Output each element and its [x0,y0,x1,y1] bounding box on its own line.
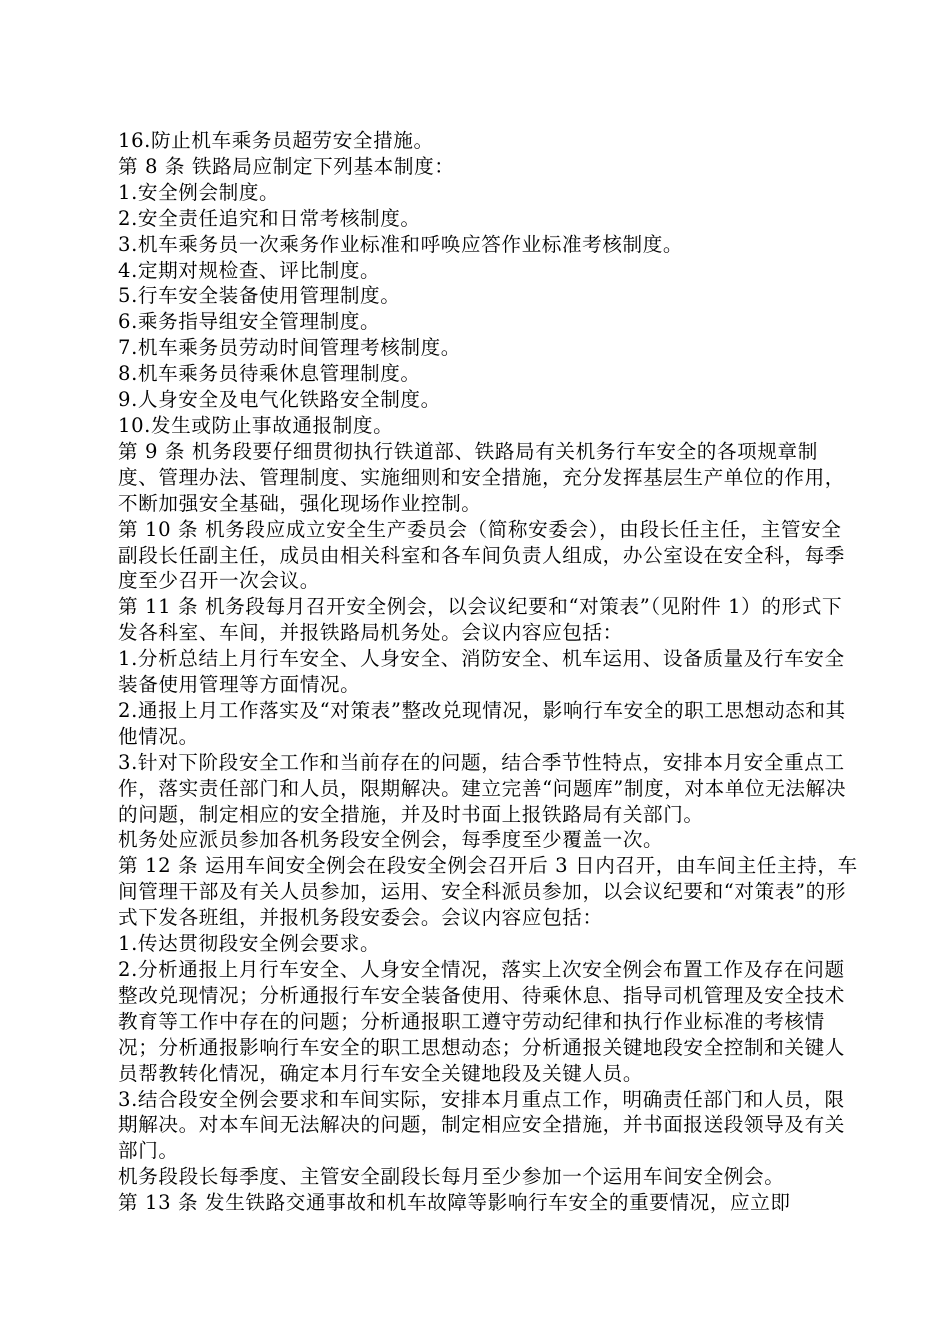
article-9-paragraph: 第 9 条 机务段要仔细贯彻执行铁道部、铁路局有关机务行车安全的各项规章制度、管理办法、管理制度、实施细则和安全措施，充分发挥基层生产单位的作用，不断加强安全基础，强化现场作业控制。 [118,439,845,515]
list-item: 6.乘务指导组安全管理制度。 [118,310,381,334]
article-12-paragraph: 第 12 条 运用车间安全例会在段安全例会召开后 3 日内召开，由车间主任主持，车间管理干部及有关人员参加，运用、安全科派员参加，以会议纪要和“对策表”的形式下发各班组，并报机务段安委会。会议内容应包括： [118,854,858,930]
list-item: 1.分析总结上月行车安全、人身安全、消防安全、机车运用、设备质量及行车安全装备使用管理等方面情况。 [118,647,845,697]
list-item: 7.机车乘务员劳动时间管理考核制度。 [118,336,461,360]
list-item: 4.定期对规检查、评比制度。 [118,258,381,282]
article-13-paragraph: 第 13 条 发生铁路交通事故和机车故障等影响行车安全的重要情况，应立即 [118,1191,791,1215]
body-paragraph: 机务处应派员参加各机务段安全例会，每季度至少覆盖一次。 [118,828,664,852]
list-item: 3.机车乘务员一次乘务作业标准和呼唤应答作业标准考核制度。 [118,232,684,256]
list-item: 2.通报上月工作落实及“对策表”整改兑现情况，影响行车安全的职工思想动态和其他情况。 [118,698,846,748]
list-item: 2.安全责任追究和日常考核制度。 [118,206,421,230]
article-11-paragraph: 第 11 条 机务段每月召开安全例会，以会议纪要和“对策表”（见附件 1）的形式下发各科室、车间，并报铁路局机务处。会议内容应包括： [118,595,843,645]
list-item: 9.人身安全及电气化铁路安全制度。 [118,388,441,412]
paragraph-item-16: 16.防止机车乘务员超劳安全措施。 [118,129,434,152]
list-item: 3.结合段安全例会要求和车间实际，安排本月重点工作，明确责任部门和人员，限期解决。对本车间无法解决的问题，制定相应安全措施，并书面报送段领导及有关部门。 [118,1087,845,1163]
body-paragraph: 机务段段长每季度、主管安全副段长每月至少参加一个运用车间安全例会。 [118,1165,785,1189]
document-body [118,128,858,1216]
list-item: 5.行车安全装备使用管理制度。 [118,284,401,308]
list-item: 2.分析通报上月行车安全、人身安全情况，落实上次安全例会布置工作及存在问题整改兑现情况；分析通报行车安全装备使用、待乘休息、指导司机管理及安全技术教育等工作中存在的问题；分析通报职工遵守劳动纪律和执行作业标准的考核情况；分析通报影响行车安全的职工思想动态；分析通报关键地段安全控制和关键人员帮教转化情况，确定本月行车安全关键地段及关键人员。 [118,958,845,1085]
list-item: 10.发生或防止事故通报制度。 [118,413,394,437]
list-item: 3.针对下阶段安全工作和当前存在的问题，结合季节性特点，安排本月安全重点工作，落实责任部门和人员，限期解决。建立完善“问题库”制度，对本单位无法解决的问题，制定相应的安全措施，并及时书面上报铁路局有关部门。 [118,750,847,826]
list-item: 1.传达贯彻段安全例会要求。 [118,932,381,956]
article-10-paragraph: 第 10 条 机务段应成立安全生产委员会（简称安委会），由段长任主任，主管安全副段长任副主任，成员由相关科室和各车间负责人组成，办公室设在安全科，每季度至少召开一次会议。 [118,517,845,593]
list-item: 8.机车乘务员待乘休息管理制度。 [118,362,421,386]
list-item: 1.安全例会制度。 [118,180,280,204]
article-8-heading: 第 8 条 铁路局应制定下列基本制度： [118,154,455,178]
